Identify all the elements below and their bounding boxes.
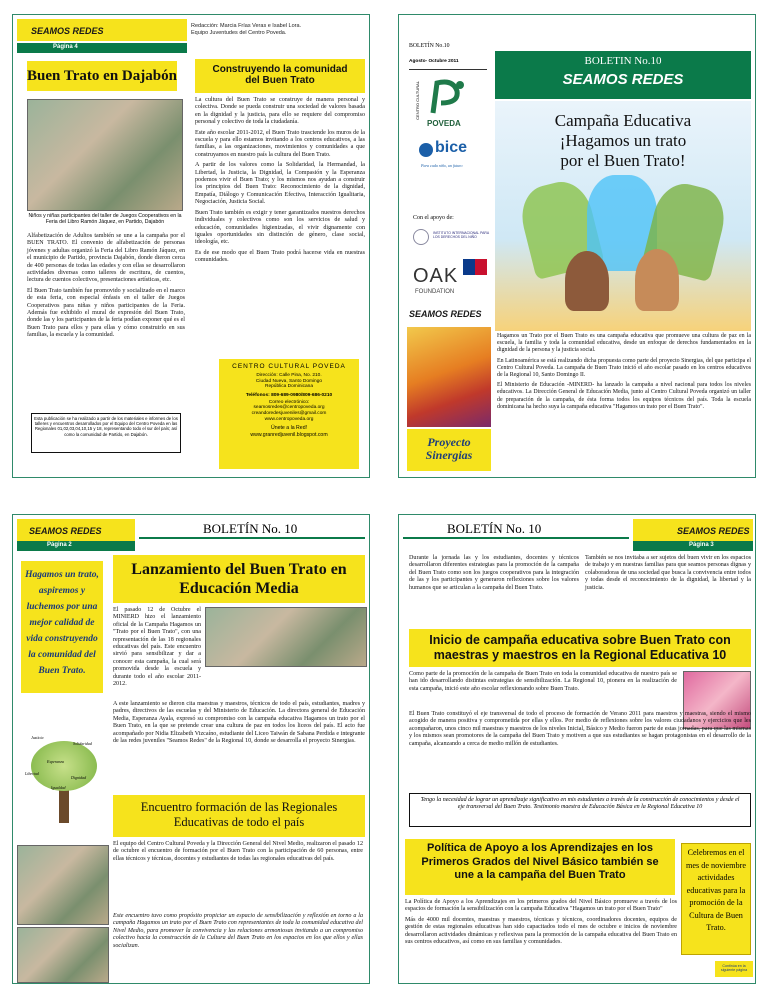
- cover-date: Agosto- Octubre 2011: [409, 59, 459, 64]
- tree-crown: [31, 741, 97, 791]
- photo-caption: Niños y niñas participantes del taller de Juegos Cooperativos en la Feria del Libro Ramón Jáquez, en Partido, Dajabón: [28, 213, 182, 225]
- top-left-text: Durante la jornada las y los estudiantes, docentes y técnicos desarrollaron diferentes estrategias para la promoción de la campaña del Buen Trato como son los juegos cooperativos para la integración de las y los participantes y generaron reflexiones sobre los valores humanos que se articulan a la campaña del Buen Trato.: [409, 555, 579, 591]
- campaign-line-3: por el Buen Trato!: [560, 151, 686, 170]
- flowers-photo: [407, 327, 491, 427]
- main-title: Buen Trato en Dajabón: [27, 61, 177, 91]
- cover-paragraph-2: En Latinoamérica se está realizando dicha propuesta como parte del proyecto Sinergias, del que participa el Centro Cultural Poveda. La campaña de Buen Trato inició el año escolar pasado en los centros educativos de la Regional 10, Santo Domingo II.: [497, 357, 751, 379]
- page-label: Página 4: [17, 43, 187, 53]
- boletin-header: BOLETÍN No. 10: [203, 521, 298, 536]
- iin-name: INSTITUTO INTERNACIONAL PARA LOS DERECHOS DEL NIÑO: [433, 231, 489, 239]
- encuentro-photo: [17, 845, 109, 925]
- bice-logo: [419, 139, 479, 175]
- lanzamiento-photo: [205, 607, 367, 667]
- page-label: Página 2: [17, 541, 135, 551]
- left-paragraph-1: Alfabetización de Adultos también se une a la campaña por el BUEN TRATO. El convenio de alfabetización de personas jóvenes y adultas organizó la Feria del Libro Ramón Jáquez, en el municipio de Partido, provincia Dajabón, donde dieron cerca de 400 personas de todas las edades y con ellas se desarrollaron actividades diversas como talleres de escritura, de cuentos, lectura de cuentos colectivos, presentaciones artísticas, etc.: [27, 233, 185, 284]
- series-banner: SEAMOS REDES: [17, 519, 135, 541]
- series-banner: SEAMOS REDES: [633, 519, 753, 541]
- header-rule: [139, 537, 365, 539]
- quote-box: Hagamos un trato, aspiremos y luchemos por una mejor calidad de vida construyendo la comunidad del Buen Trato.: [21, 561, 103, 693]
- page-label: Página 3: [633, 541, 753, 551]
- testimony-box: Tengo la necesidad de lograr un aprendizaje significativo en mis estudiantes a través de la construcción de conocimientos y desde el eje transversal del Buen Trato. Testimonio maestra de Educación Básica en la Regional Educativa 10: [409, 793, 751, 827]
- side-title: Construyendo la comunidad del Buen Trato: [195, 59, 365, 93]
- contact-org: CENTRO CULTURAL POVEDA: [232, 363, 346, 370]
- page-3: [398, 514, 756, 984]
- cover-page: [398, 14, 756, 478]
- poveda-name: POVEDA: [427, 119, 461, 128]
- bice-figure-icon: [419, 143, 433, 157]
- oak-foundation: FOUNDATION: [415, 289, 455, 295]
- cover-boletin-small: BOLETÍN No.10: [409, 43, 450, 49]
- top-right-text: También se nos invitaba a ser sujetos del buen vivir en los espacios de trabajo y en nuestras familias para que seamos personas dignas y colaboradoras de una sociedad que busca la convivencia entre todos y todas desde el reconocimiento de la dignidad, la libertad y la justicia.: [585, 555, 751, 591]
- proyecto-sinergias: Proyecto Sinergias: [407, 429, 491, 471]
- politica-paragraph-2: Más de 4000 mil docentes, maestras y maestros, técnicas y técnicos, coordinadores docentes, equipos de gestión de estas regionales educativas han sido capacitados todo el mes de octubre e inicios de noviembre desarrollaron actividades dinámicas y reflexivas para la promoción de la campaña educativa del Buen Trato en sus centros educativos, así como en sus familias y comunidades.: [405, 916, 677, 946]
- right-paragraph-5: Es de ese modo que el Buen Trato podrá hacerse vida en nuestras comunidades.: [195, 249, 365, 264]
- values-tree-illustration: [21, 735, 109, 825]
- credits: Redacción: Marcia Frías Veras e Isabel Lora. Equipo Juventudes del Centro Poveda.: [191, 23, 302, 36]
- lanzamiento-paragraph-1: El pasado 12 de Octubre el MINIERD hizo el lanzamiento oficial de la Campaña Hagamos un "Trato por el Buen Trato", con una representación de las 18 regionales educativas del país. Este encuentro sirvió para sensibilizar y dar a conocer esta campaña, la cual será promovida desde la escuela y durante todo el año escolar 2011-2012.: [113, 607, 201, 688]
- continue-note[interactable]: Continúa en la siguiente página: [715, 961, 753, 977]
- cover-series-title: SEAMOS REDES: [562, 71, 684, 88]
- politica-paragraph-1: La Política de Apoyo a los Aprendizajes en los primeros grados del Nivel Básico promueve a través de los espacios de formación la sensibilización con la campaña Educativa "Hagamos un trato por el Buen Trato": [405, 899, 677, 913]
- right-paragraph-4: Buen Trato también es exigir y tener garantizados nuestros derechos individuales y colectivos como son los servicios de salud y educación, comunidades higienizadas, el vivir dignamente con iguales oportunidades sin distinción de género, clase social, ideología, etc.: [195, 209, 365, 246]
- contact-network[interactable]: Únete a la Red! www.granredjuvenil.blogspot.com: [250, 425, 328, 438]
- boletin-header: BOLETÍN No. 10: [447, 521, 542, 536]
- cover-text: [497, 333, 751, 414]
- dr-flag-icon: [463, 259, 487, 275]
- page-2: [12, 514, 370, 984]
- title-lanzamiento: Lanzamiento del Buen Trato en Educación Media: [113, 555, 365, 603]
- politica-text: [405, 899, 677, 949]
- tree-word: Justicia: [31, 735, 44, 740]
- tree-word: Dignidad: [71, 775, 87, 780]
- bice-tagline: Para cada niño, un futuro: [421, 163, 463, 168]
- tree-word: Solidaridad: [73, 741, 92, 746]
- campaign-line-1: Campaña Educativa: [554, 111, 692, 130]
- bice-name: bice: [435, 139, 468, 156]
- iin-emblem-icon: [413, 229, 429, 245]
- support-label: Con el apoyo de:: [413, 215, 454, 221]
- encuentro-paragraph-1: El equipo del Centro Cultural Poveda y la Dirección General del Nivel Medio, realizaron el pasado 12 de octubre el encuentro de formación por el Buen Trato con la participación de 60 personas, entre ellas técnicos y técnicas, docentes y estudiantes de todas las regionales educativas del país.: [113, 841, 363, 862]
- tree-word: Igualdad: [51, 785, 66, 790]
- child-figure-right: [635, 249, 679, 311]
- child-figure-left: [565, 251, 609, 311]
- contact-email[interactable]: Correo electrónico: seamosredes@centropoveda.org creandoredesjuveniles@gmail.com www.centropoveda.org: [251, 399, 327, 422]
- tree-word: Esperanza: [47, 759, 64, 764]
- contact-address: Dirección: Calle Pina, No. 210. Ciudad Nueva, Santo Domingo República Dominicana: [255, 373, 323, 390]
- encuentro-paragraph-2: Este encuentro tuvo como propósito propiciar un espacio de sensibilización y reflexión en torno a la campaña Hagamos un trato por el Buen Trato con representantes de toda la comunidad educativa del Nivel Medio, para promover la convivencia y las relaciones armoniosas invitando a un compromiso colectivo hacia la construcción de la Cultura del Buen Trato en los espacios en los que ellos y ellas socializan.: [113, 913, 363, 949]
- right-paragraph-3: A partir de los valores como la Solidaridad, la Hermandad, la Libertad, la Justicia, la Dignidad, la Compasión y la Esperanza podemos vivir el Buen Trato; y los mismos nos ayudan a construir los principios del Buen Trato: Reconocimiento de la dignidad, Empatía, Diálogo y Comunicación Efectiva, Interacción Igualitaria, Negociación, Justicia Social.: [195, 162, 365, 206]
- title-encuentro: Encuentro formación de las Regionales Educativas de todo el país: [113, 795, 365, 837]
- divider: [409, 69, 487, 70]
- header-rule: [403, 537, 629, 539]
- contact-phones: Teléfonos: 809-689-0980/809-686-0210: [245, 392, 333, 398]
- title-politica-apoyo: Política de Apoyo a los Aprendizajes en los Primeros Grados del Nivel Básico también se une a la campaña del Buen Trato: [405, 839, 675, 895]
- cover-boletin-big: BOLETIN No.10: [584, 55, 662, 67]
- inicio-paragraph-2: El Buen Trato constituyó el eje transversal de todo el proceso de formación de Verano 2011 para maestros y maestras, siendo el mismo acogido de manera positiva y comprometida por ellas y ellos. Por medio de reflexiones sobre los valores ciudadanos y ejercicios que les acompañaron, unos cinco mil maestras y maestros de los niveles Inicial, Básico y Medio fueron parte de estas jornadas, para que las mismas y los mismos sean promotores de la campaña del Buen Trato y motiven a que sus estudiantes se hagan protagonistas en el desarrollo de la campaña, alcanzando a cerca de medio millón de estudiantes.: [409, 711, 751, 747]
- right-paragraph-1: La cultura del Buen Trato se construye de manera personal y colectiva. Donde se pueda construir una sociedad de valores basada en la dignidad y la justicia, para ello se requiere del compromiso personal y colectivo de toda la ciudadanía.: [195, 97, 365, 126]
- cover-header: [495, 51, 751, 99]
- publication-note-box: Esta publicación se ha realizado a partir de los materiales e informes de los talleres y encuentros desarrollados por el Equipo del Centro Poveda en las Regionales 01,02,03,04,10,15 y 18, representando todo el sur del país; así como la comunidad de Partido, en Dajabón.: [31, 413, 181, 453]
- poveda-logo: [415, 77, 477, 133]
- campaign-title: [495, 111, 751, 171]
- tree-word: Libertad: [25, 771, 39, 776]
- page-4: [12, 14, 370, 478]
- series-banner: SEAMOS REDES: [17, 19, 187, 41]
- poveda-side-text: CENTRO CULTURAL: [415, 81, 420, 120]
- oak-logo: OAK: [413, 265, 459, 287]
- group-photo: [17, 927, 109, 983]
- cover-paragraph-1: Hagamos un Trato por el Buen Trato es una campaña educativa que promueve una cultura de paz en la escuela, la familia y toda la comunidad educativa, desde un enfoque de derechos fundamentados en la dignidad de la persona y la justicia social.: [497, 333, 751, 354]
- left-paragraph-2: El Buen Trato también fue promovido y socializado en el marco de esta feria, con especial énfasis en el taller de Juegos Cooperativos para niñas y niños participantes de la Feria. Además fue exhibido el mural de expresión del Buen Trato, donde las y los participantes de la feria podían exponer qué es el Buen Trato para ellos y para ellas y cómo construirlo en sus familias, la escuela y la comunidad.: [27, 287, 185, 339]
- inicio-paragraph-1: Como parte de la promoción de la campaña de Buen Trato en toda la comunidad educativa de nuestro país se han ido desarrollando distintas estrategias de sensibilización. La Regional 10, pionera en la realización de esta campaña, inició este año escolar reflexionando sobre Buen Trato.: [409, 671, 677, 692]
- campaign-line-2: ¡Hagamos un trato: [559, 131, 687, 150]
- left-column: [27, 233, 185, 343]
- celebration-box: Celebremos en el mes de noviembre actividades educativas para la promoción de la Cultura de Buen Trato.: [681, 843, 751, 955]
- feria-photo: [27, 99, 183, 211]
- right-paragraph-2: Este año escolar 2011-2012, el Buen Trato trasciende los muros de la escuela y para ello estamos invitando a los centros educativos, a las familias, a las organizaciones, movimientos y comunidades a que construyamos en nuestro país la cultura del Buen Trato.: [195, 129, 365, 158]
- lanzamiento-paragraph-2: A este lanzamiento se dieron cita maestras y maestros, técnicos de todo el país, estudiantes, madres y padres, directivos de las escuelas y del Ministerio de Educación. La directora general de Educación Media, Esperanza Ayala, expresó su compromiso con la campaña educativa Hagamos un trato por el Buen Trato, en la que se pretende crear una cultura de paz en todos los liceos del país. El acto fue acompañado por Nidia Elizabeth Vizcaíno, estudiante del Liceo Taiwán de Sabana Perdida e integrante de las redes juveniles "Seamos Redes" de la Regional 10, donde se desarrolla el proyecto Sinergias.: [113, 701, 365, 745]
- seamos-small-logo: SEAMOS REDES: [409, 309, 482, 319]
- title-inicio-campana: Inicio de campaña educativa sobre Buen Trato con maestras y maestros en la Regional Educativa 10: [409, 629, 751, 667]
- poveda-mark-icon: [427, 77, 471, 117]
- cover-paragraph-3: El Ministerio de Educación -MINERD- ha lanzado la campaña a nivel nacional para todos los niveles educativos. La Dirección General de Educación Media, junto al Centro Cultural Poveda organizó un taller de preparación de la campaña, de ésta forma todos los equipos técnicos del país. Toda la escuela dominicana ha hecho suya la campaña educativa "Hagamos un trato por el Buen Trato".: [497, 382, 751, 410]
- contact-box: [219, 359, 359, 469]
- right-column: [195, 97, 365, 268]
